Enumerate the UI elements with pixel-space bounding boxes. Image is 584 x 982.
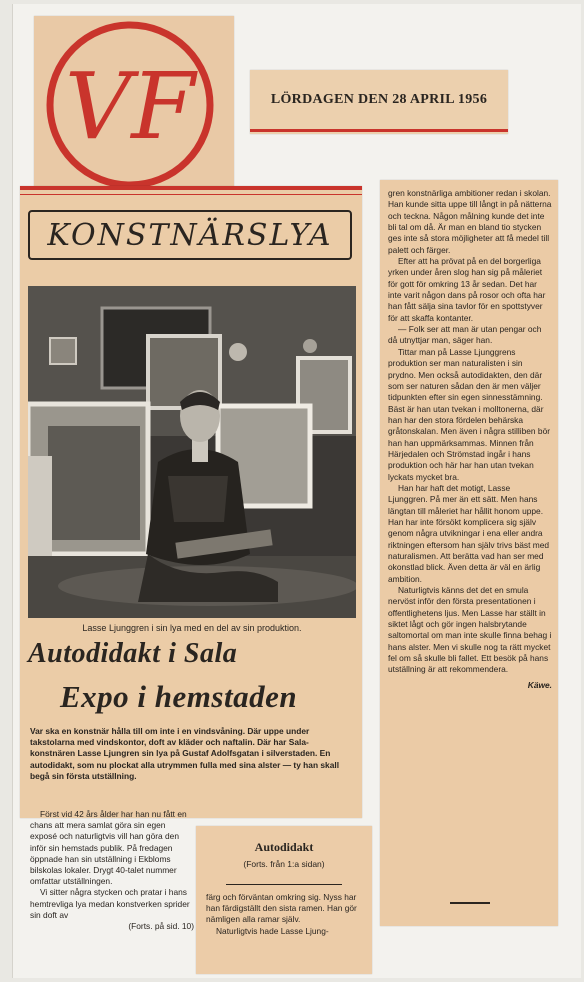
artist-photo xyxy=(28,286,356,618)
headline-line-2: Expo i hemstaden xyxy=(60,679,298,714)
red-rule xyxy=(20,186,362,190)
date-underline xyxy=(250,129,508,132)
logo-lettering: VF xyxy=(64,53,196,160)
author-signature: Käwe. xyxy=(527,679,552,690)
body-paragraph: — Folk ser att man är utan pengar och då utnyttjar man, säger han. xyxy=(388,324,542,346)
continuation-paragraph: färg och förväntan omkring sig. Nyss har han färdigställt den sista ramen. Han gör nämligen alla ramar själv. xyxy=(206,892,357,925)
lead-paragraph: Var ska en konstnär hålla till om inte i en vindsvåning. Där uppe under takstolarna med vindskontor, doft av kläder och naftalin. Där har Sala-konstnären Lasse Ljungren sin lya på Gustaf Adolfsgatan i silverstaden. En autodidakt, som nu plockat alla utrymmen fulla med sina alster — ty han skall begå sin första utställning. xyxy=(30,726,340,781)
body-paragraph: Vi sitter några stycken och pratar i hans hemtrevliga lya medan konstverken sprider sin doft av xyxy=(30,887,190,920)
continuation-title: Autodidakt xyxy=(254,840,314,854)
body-paragraph: Först vid 42 års ålder har han nu fått en chans att mera samlat göra sin egen exposé och naturligtvis vill han göra den inför sin hemstads publik. På fredagen öppnade han sin utställning i Ekbloms bilskolas lokaler. Drygt 40-talet nummer omfattar utställningen. xyxy=(30,809,187,887)
right-column-clipping xyxy=(380,180,558,926)
end-rule xyxy=(450,902,490,904)
continued-note: (Forts. på sid. 10) xyxy=(128,921,194,932)
date-clipping xyxy=(250,70,508,134)
body-paragraph: Naturligtvis känns det det en smula nervöst inför den första presentationen i offentlighetens ljus. Men Lasse har ställt in siktet lågt och gör ingen halsbrytande saltomortal om man inte skulle finna behag i hans alster. Men vi skulle nog ta rätt mycket fel om så skulle bli fallet. Ett besök på hans utställning är att rekommendera. xyxy=(388,585,552,675)
red-thin-rule xyxy=(20,194,362,195)
photo-caption: Lasse Ljunggren i sin lya med en del av sin produktion. xyxy=(82,623,302,633)
continuation-clipping xyxy=(196,826,372,974)
vf-logo xyxy=(37,20,223,190)
continuation-paragraph: Naturligtvis hade Lasse Ljung- xyxy=(216,925,329,936)
issue-date: LÖRDAGEN DEN 28 APRIL 1956 xyxy=(270,92,488,107)
body-paragraph: Tittar man på Lasse Ljunggrens produktion ser man naturalisten i sin prydno. Men också autodidakten, den där som ser naturen sådan den är men väljer tidpunkten efter sin egen sinnesstämning. Bäst är han utan tvekan i molltonerna, där han har den stora fördelen behärska gråtonskalan. Men även i några stilliben bör han han uppmärksammas. Minnen från Härjedalen och Strömstad ingår i hans produktion och här har han utan tvekan lyckats mycket bra. xyxy=(388,346,551,482)
body-paragraph: Efter att ha prövat på en del borgerliga yrken under åren slog han sig på måleriet för gott för omkring 13 år sedan. Det har inte varit någon dans på rosor och ofta har han fått sälja sina tavlor för en spottstyver för att skaffa kontanter. xyxy=(388,256,546,323)
section-title: KONSTNÄRSLYA xyxy=(47,218,333,253)
continuation-rule xyxy=(226,884,342,885)
headline-line-1: Autodidakt i Sala xyxy=(28,638,238,669)
body-right-column xyxy=(388,188,552,691)
continuation-body xyxy=(206,892,364,937)
section-title-box xyxy=(28,210,352,260)
continuation-subtitle: (Forts. från 1:a sidan) xyxy=(243,859,325,869)
body-paragraph: gren konstnärliga ambitioner redan i skolan. Han kunde sitta uppe till långt in på nätterna och teckna. Någon målning kunde det inte bli tal om då. Är man en bland tio stycken ges inte så stora möjligheter att få medel till palett och färger. xyxy=(388,188,552,255)
body-paragraph: Han har haft det motigt, Lasse Ljunggren. På mer än ett sätt. Men hans längtan till måleriet har hållit honom uppe. Han har inte försökt komplicera sig själv genom några utvikningar i ena eller andra riktningen eftersom han själv trivs bäst med naturalismen. Att berätta vad han ser med okonstlad blick. Även detta är väl en ärlig ambition. xyxy=(388,482,550,584)
body-left-column xyxy=(30,809,194,932)
